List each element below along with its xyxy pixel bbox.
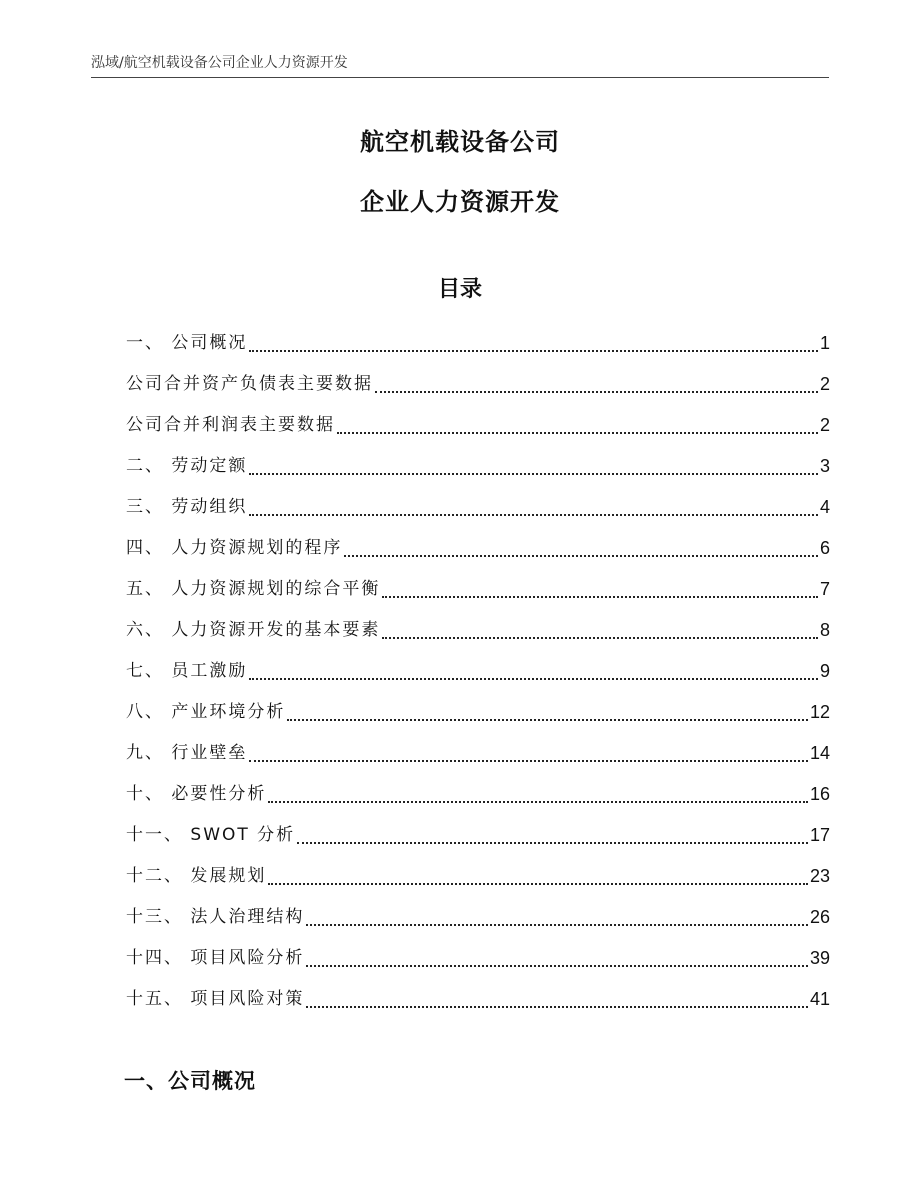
- toc-entry-label: 九、 行业壁垒: [126, 742, 248, 763]
- toc-entry[interactable]: [126, 814, 830, 855]
- toc-entry-page: 23: [809, 865, 830, 886]
- toc-entry[interactable]: [126, 363, 830, 404]
- toc-heading: 目录: [437, 277, 482, 302]
- toc-entry-page: 6: [819, 537, 830, 558]
- toc-leader-dots: [268, 883, 808, 885]
- toc-entry-page: 3: [819, 455, 830, 476]
- toc-entry[interactable]: [126, 650, 830, 691]
- toc-entry-page: 14: [809, 742, 830, 763]
- toc-entry[interactable]: [126, 773, 830, 814]
- toc-entry[interactable]: [126, 855, 830, 896]
- toc-entry-page: 1: [819, 332, 830, 353]
- toc-entry[interactable]: [126, 609, 830, 650]
- toc-entry-label: 十、 必要性分析: [126, 783, 267, 804]
- table-of-contents: [126, 322, 830, 1019]
- toc-leader-dots: [306, 1006, 808, 1008]
- toc-entry-label: 五、 人力资源规划的综合平衡: [126, 578, 381, 599]
- toc-entry-page: 2: [819, 373, 830, 394]
- toc-entry[interactable]: [126, 691, 830, 732]
- header-divider: [91, 77, 829, 78]
- toc-leader-dots: [249, 514, 818, 516]
- toc-leader-dots: [249, 350, 818, 352]
- toc-entry-label: 三、 劳动组织: [126, 496, 248, 517]
- toc-leader-dots: [337, 432, 818, 434]
- toc-leader-dots: [297, 842, 808, 844]
- toc-leader-dots: [344, 555, 818, 557]
- toc-entry-page: 26: [809, 906, 830, 927]
- toc-entry-label: 一、 公司概况: [126, 332, 248, 353]
- toc-entry-label: 公司合并利润表主要数据: [126, 414, 335, 435]
- toc-entry[interactable]: [126, 486, 830, 527]
- section-heading: 一、公司概况: [124, 1069, 256, 1093]
- toc-entry[interactable]: [126, 978, 830, 1019]
- toc-entry-label: 十一、 SWOT 分析: [126, 824, 296, 845]
- toc-entry[interactable]: [126, 527, 830, 568]
- toc-leader-dots: [306, 965, 808, 967]
- toc-leader-dots: [249, 473, 818, 475]
- toc-entry-page: 41: [809, 988, 830, 1009]
- toc-leader-dots: [249, 760, 808, 762]
- toc-entry-page: 7: [819, 578, 830, 599]
- toc-entry-page: 9: [819, 660, 830, 681]
- document-subtitle: 企业人力资源开发: [360, 188, 560, 216]
- toc-entry[interactable]: [126, 732, 830, 773]
- toc-entry-page: 17: [809, 824, 830, 845]
- toc-entry-label: 十二、 发展规划: [126, 865, 267, 886]
- toc-entry-label: 十三、 法人治理结构: [126, 906, 305, 927]
- toc-entry-page: 2: [819, 414, 830, 435]
- toc-entry[interactable]: [126, 322, 830, 363]
- toc-entry-label: 四、 人力资源规划的程序: [126, 537, 343, 558]
- toc-leader-dots: [306, 924, 808, 926]
- toc-entry[interactable]: [126, 404, 830, 445]
- toc-entry-label: 十五、 项目风险对策: [126, 988, 305, 1009]
- toc-entry-page: 8: [819, 619, 830, 640]
- toc-leader-dots: [287, 719, 808, 721]
- toc-entry-page: 4: [819, 496, 830, 517]
- toc-entry-label: 二、 劳动定额: [126, 455, 248, 476]
- toc-entry[interactable]: [126, 445, 830, 486]
- toc-entry-label: 八、 产业环境分析: [126, 701, 286, 722]
- toc-leader-dots: [382, 637, 818, 639]
- toc-entry-label: 六、 人力资源开发的基本要素: [126, 619, 381, 640]
- toc-entry[interactable]: [126, 568, 830, 609]
- toc-entry-page: 39: [809, 947, 830, 968]
- toc-entry-page: 12: [809, 701, 830, 722]
- toc-entry[interactable]: [126, 896, 830, 937]
- page-header: 泓域/航空机载设备公司企业人力资源开发: [91, 55, 348, 71]
- toc-leader-dots: [268, 801, 808, 803]
- toc-entry-label: 公司合并资产负债表主要数据: [126, 373, 373, 394]
- toc-entry-page: 16: [809, 783, 830, 804]
- toc-leader-dots: [375, 391, 818, 393]
- toc-entry-label: 七、 员工激励: [126, 660, 248, 681]
- toc-entry[interactable]: [126, 937, 830, 978]
- toc-leader-dots: [382, 596, 818, 598]
- toc-entry-label: 十四、 项目风险分析: [126, 947, 305, 968]
- document-title: 航空机载设备公司: [360, 128, 560, 156]
- toc-leader-dots: [249, 678, 818, 680]
